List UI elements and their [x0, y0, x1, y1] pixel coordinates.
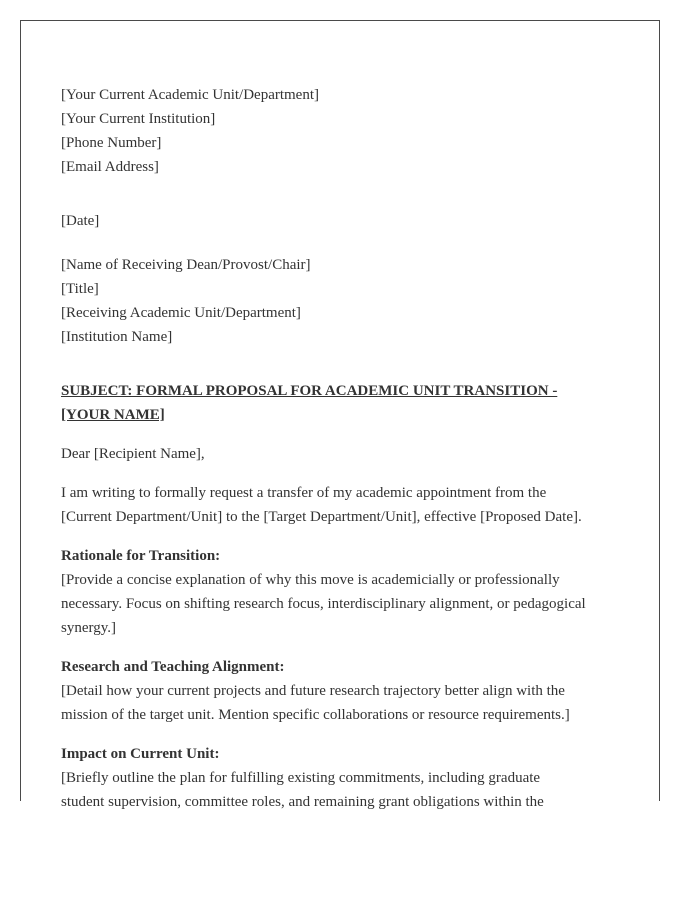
section-line: synergy.] [61, 620, 116, 636]
sender-block [61, 83, 631, 179]
intro-line-1: I am writing to formally request a transfer of my academic appointment from the [61, 485, 547, 501]
subject-heading [61, 379, 631, 427]
letter-date: [Date] [61, 213, 100, 229]
section-line: [Briefly outline the plan for fulfilling existing commitments, including graduate [61, 770, 541, 786]
sender-phone: [Phone Number] [61, 135, 162, 151]
section-title: Research and Teaching Alignment: [61, 659, 285, 675]
recipient-institution: [Institution Name] [61, 329, 173, 345]
recipient-block [61, 253, 631, 349]
greeting-text: Dear [Recipient Name], [61, 446, 205, 462]
section-rationale [61, 544, 631, 640]
recipient-title: [Title] [61, 281, 99, 297]
recipient-unit: [Receiving Academic Unit/Department] [61, 305, 301, 321]
date-block [61, 209, 631, 233]
subject-line-2: [YOUR NAME] [61, 407, 165, 423]
letter-content [61, 83, 631, 814]
section-line: mission of the target unit. Mention specific collaborations or resource requirements.] [61, 707, 570, 723]
section-title: Rationale for Transition: [61, 548, 221, 564]
section-line: [Provide a concise explanation of why this move is academicially or professionally [61, 572, 560, 588]
subject-line-1: SUBJECT: FORMAL PROPOSAL FOR ACADEMIC UNIT TRANSITION - [61, 383, 558, 399]
greeting [61, 442, 631, 466]
sender-unit: [Your Current Academic Unit/Department] [61, 87, 319, 103]
section-alignment [61, 655, 631, 727]
sender-email: [Email Address] [61, 159, 159, 175]
section-title: Impact on Current Unit: [61, 746, 220, 762]
intro-paragraph [61, 481, 631, 529]
section-line: student supervision, committee roles, and remaining grant obligations within the [61, 794, 544, 810]
section-line: [Detail how your current projects and future research trajectory better align with the [61, 683, 565, 699]
intro-line-2: [Current Department/Unit] to the [Target Department/Unit], effective [Proposed Date]. [61, 509, 582, 525]
sender-institution: [Your Current Institution] [61, 111, 216, 127]
letter-page [20, 20, 660, 810]
section-impact [61, 742, 631, 814]
recipient-name: [Name of Receiving Dean/Provost/Chair] [61, 257, 311, 273]
section-line: necessary. Focus on shifting research focus, interdisciplinary alignment, or pedagogical [61, 596, 586, 612]
